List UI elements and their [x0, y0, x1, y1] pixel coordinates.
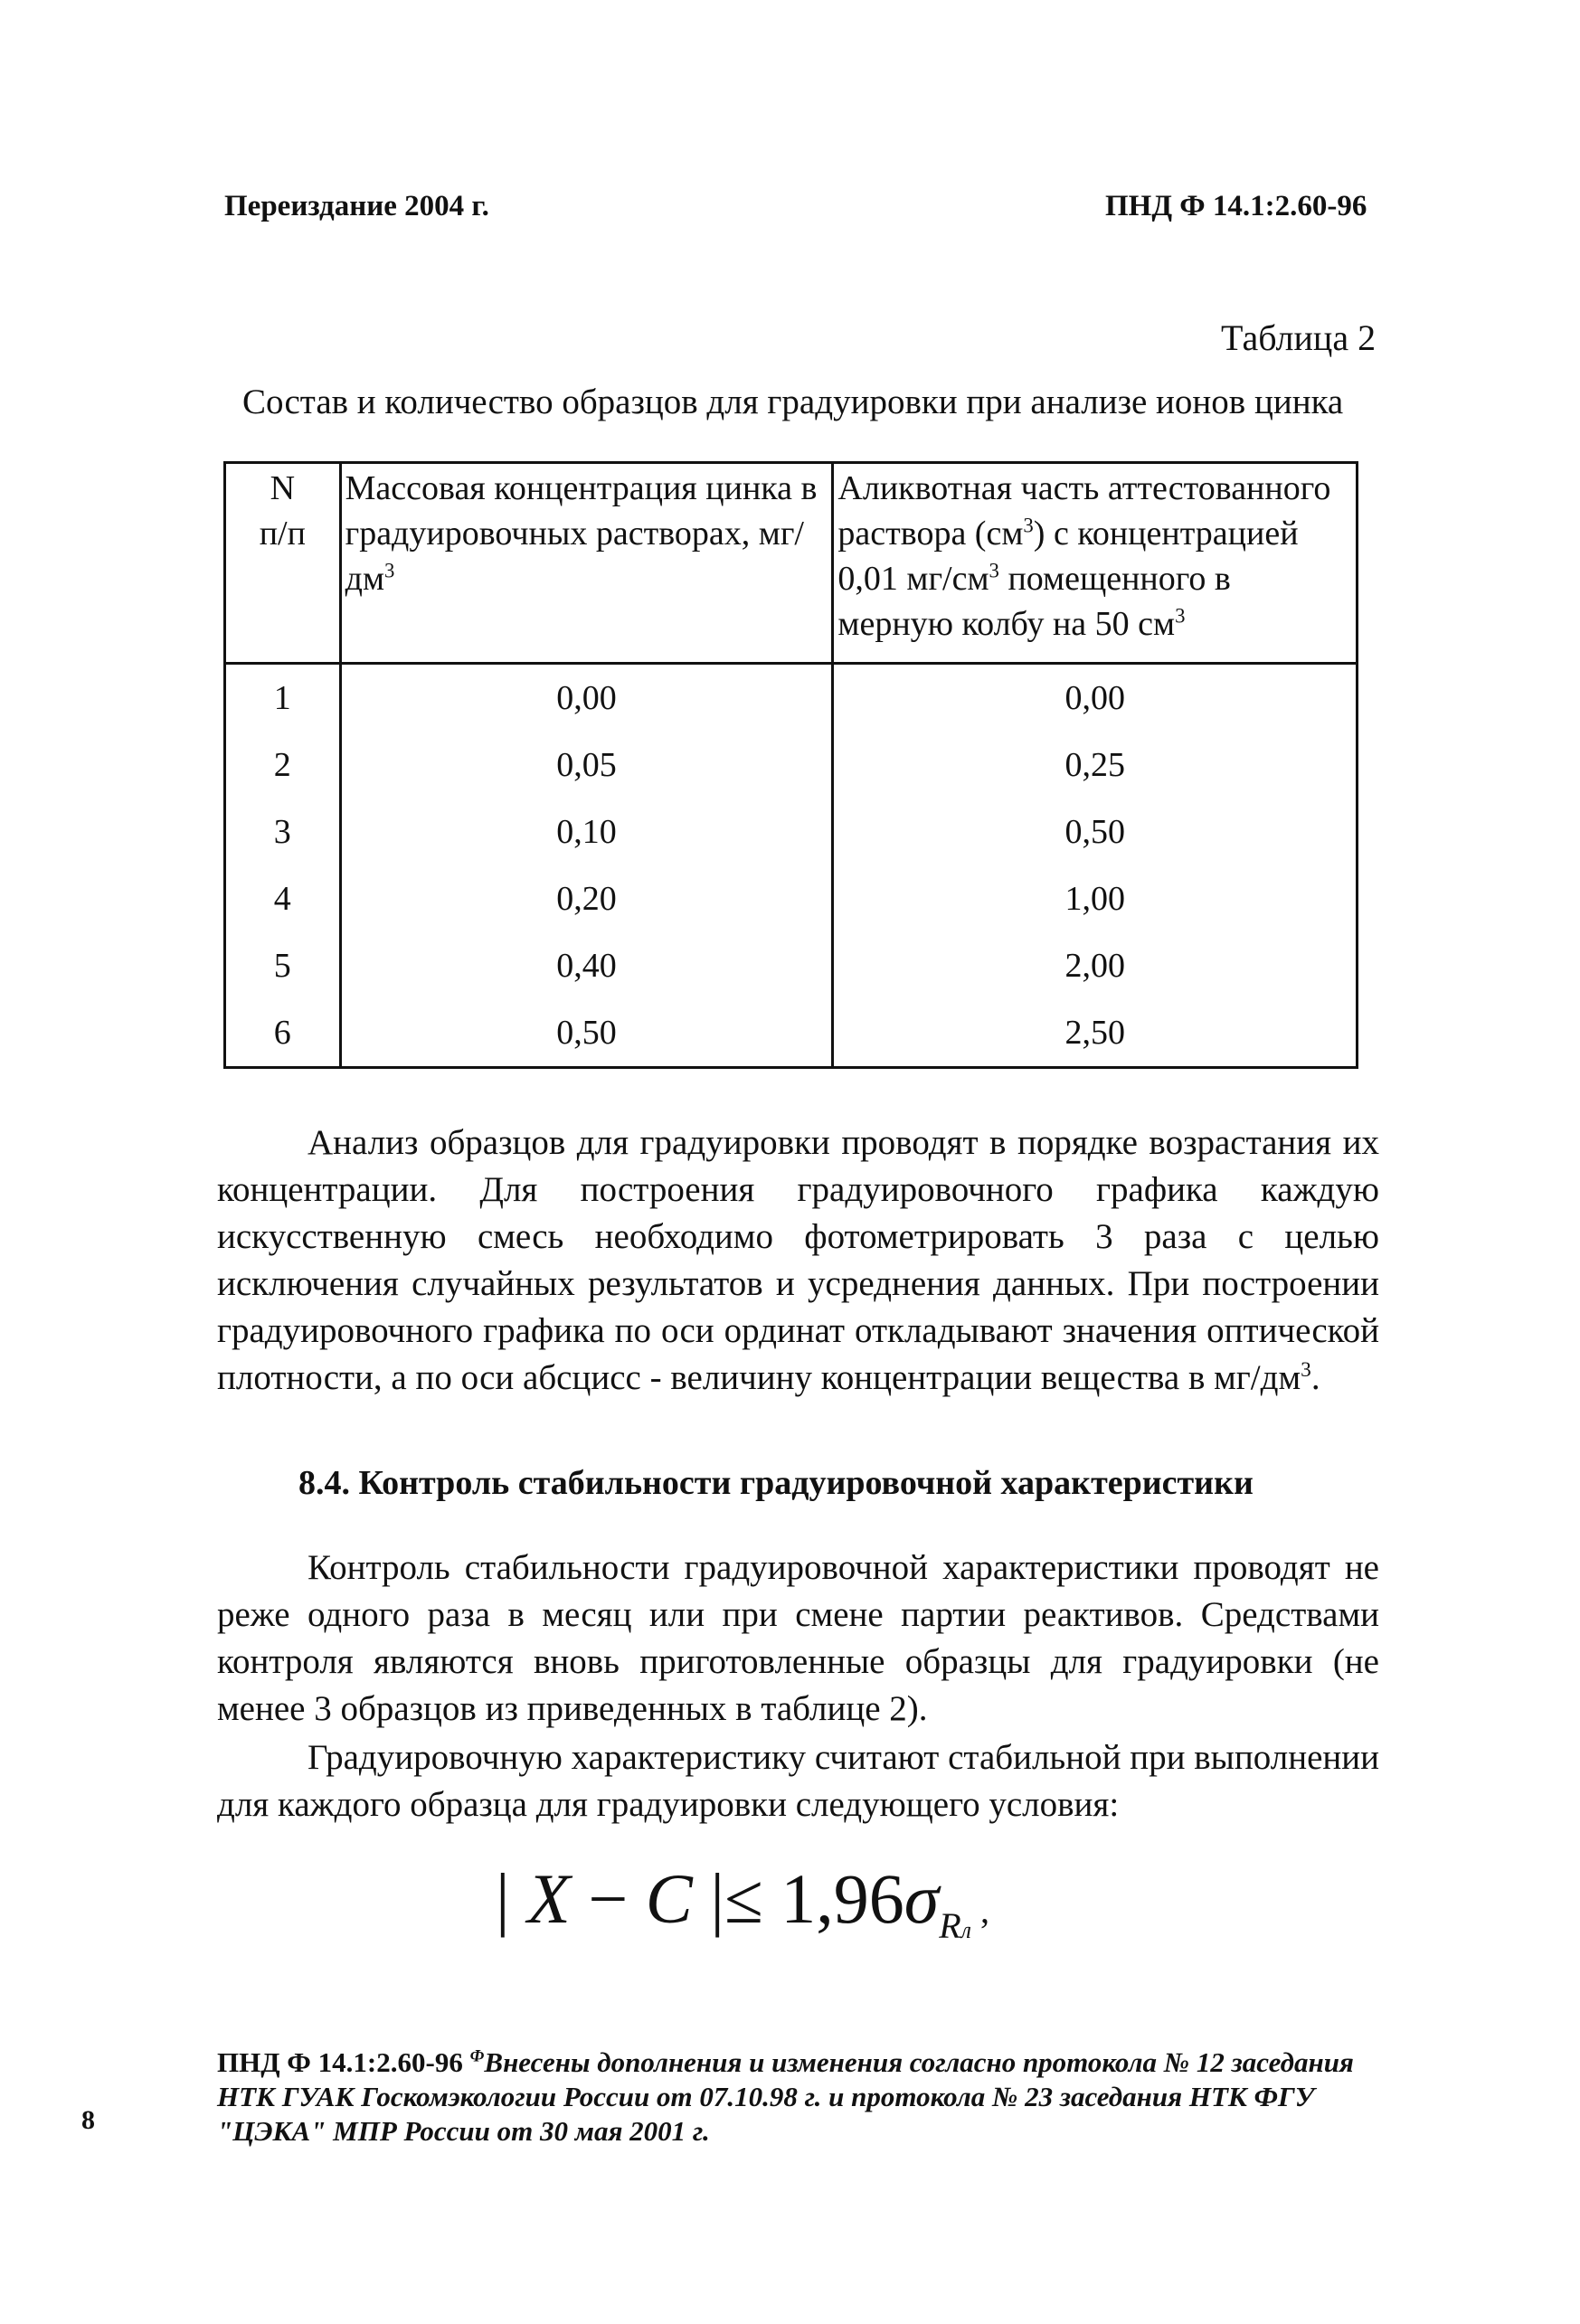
formula-sigma: σ [904, 1859, 940, 1938]
cell-number: 2 [225, 732, 341, 798]
formula-coef: 1,96 [781, 1859, 904, 1938]
formula-bar-left: | [496, 1859, 510, 1938]
cell-concentration: 0,10 [340, 798, 833, 865]
section-title: 8.4. Контроль стабильности градуировочной характеристики [298, 1464, 1254, 1502]
footnote [217, 2045, 1384, 2149]
header-doc-code: ПНД Ф 14.1:2.60-96 [1105, 190, 1367, 222]
table-row [225, 865, 1358, 932]
table-row [225, 664, 1358, 732]
table-number: Таблица 2 [1221, 317, 1377, 358]
table-row [225, 999, 1358, 1068]
cell-number: 5 [225, 932, 341, 999]
cell-aliquot: 0,00 [833, 664, 1358, 732]
table-title: Состав и количество образцов для градуировки при анализе ионов цинка [242, 383, 1344, 421]
paragraph1-sup: 3 [1301, 1358, 1311, 1382]
footnote-code: ПНД Ф 14.1:2.60-96 [217, 2046, 463, 2078]
cell-number: 1 [225, 664, 341, 732]
table-row [225, 732, 1358, 798]
paragraph-analysis-order [217, 1119, 1379, 1402]
paragraph2-text: Контроль стабильности градуировочной характеристики проводят не реже одного раза в месяц или при смене партии реактивов. Средствами контроля являются вновь приготовленные образцы для градуировки (не менее 3 образцов из приведенных в таблице 2). [217, 1548, 1379, 1728]
cell-concentration: 0,20 [340, 865, 833, 932]
cell-aliquot: 0,25 [833, 732, 1358, 798]
formula-le: ≤ [724, 1859, 763, 1938]
table-row [225, 798, 1358, 865]
col-header-number-line1: N [270, 469, 296, 507]
col-header-aliquot-sup3: 3 [1175, 604, 1186, 628]
paragraph1-text: Анализ образцов для градуировки проводят в порядке возрастания их концентрации. Для построения градуировочного графика каждую искусственную смесь необходимо фотометрировать 3 раза с целью исключения случайных результатов и усреднения данных. При построении градуировочного графика по оси ординат откладывают значения оптической плотности, а по оси абсцисс - величину концентрации вещества в мг/дм [217, 1123, 1379, 1397]
paragraph-stability-control [217, 1545, 1379, 1733]
cell-aliquot: 0,50 [833, 798, 1358, 865]
col-header-aliquot [833, 463, 1358, 664]
table-row [225, 932, 1358, 999]
formula-tail: , [971, 1890, 989, 1931]
col-header-aliquot-part2: ) с концентрацией 0,01 мг/см [837, 515, 1299, 598]
col-header-number [225, 463, 341, 664]
calibration-table [223, 461, 1358, 1069]
cell-aliquot: 1,00 [833, 865, 1358, 932]
col-header-aliquot-sup2: 3 [989, 559, 999, 582]
col-header-number-line2: п/п [259, 515, 306, 553]
formula-sub-r: R [939, 1904, 961, 1946]
col-header-aliquot-sup1: 3 [1023, 514, 1034, 537]
formula-minus: − [570, 1859, 646, 1938]
col-header-concentration-sup: 3 [384, 559, 395, 582]
col-header-aliquot-part1: Аликвотная часть аттестованного раствора (см [837, 469, 1331, 553]
paragraph-stability-condition [217, 1734, 1379, 1828]
col-header-concentration [340, 463, 833, 664]
cell-concentration: 0,00 [340, 664, 833, 732]
cell-concentration: 0,40 [340, 932, 833, 999]
paragraph1-end: . [1310, 1358, 1320, 1397]
cell-number: 4 [225, 865, 341, 932]
cell-aliquot: 2,50 [833, 999, 1358, 1068]
table-header-row [225, 463, 1358, 664]
cell-aliquot: 2,00 [833, 932, 1358, 999]
cell-concentration: 0,50 [340, 999, 833, 1068]
footnote-mark: Ф [469, 2046, 485, 2066]
page-number: 8 [81, 2105, 95, 2135]
col-header-aliquot-part3: помещенного в мерную колбу на 50 см [837, 560, 1231, 643]
stability-formula [496, 1858, 989, 1947]
cell-number: 6 [225, 999, 341, 1068]
header-reissue: Переиздание 2004 г. [224, 190, 489, 222]
footnote-text: Внесены дополнения и изменения согласно протокола № 12 заседания НТК ГУАК Госкомэкологии России от 07.10.98 г. и протокола № 23 заседания НТК ФГУ "ЦЭКА" МПР России от 30 мая 2001 г. [217, 2046, 1354, 2147]
cell-number: 3 [225, 798, 341, 865]
paragraph3-text: Градуировочную характеристику считают стабильной при выполнении для каждого образца для градуировки следующего условия: [217, 1738, 1379, 1824]
formula-c: C [645, 1859, 693, 1938]
col-header-concentration-text: Массовая концентрация цинка в градуировочных растворах, мг/дм [345, 469, 818, 598]
formula-sub-l: л [960, 1916, 971, 1943]
cell-concentration: 0,05 [340, 732, 833, 798]
formula-x: X [527, 1859, 571, 1938]
formula-bar-right: | [710, 1859, 724, 1938]
